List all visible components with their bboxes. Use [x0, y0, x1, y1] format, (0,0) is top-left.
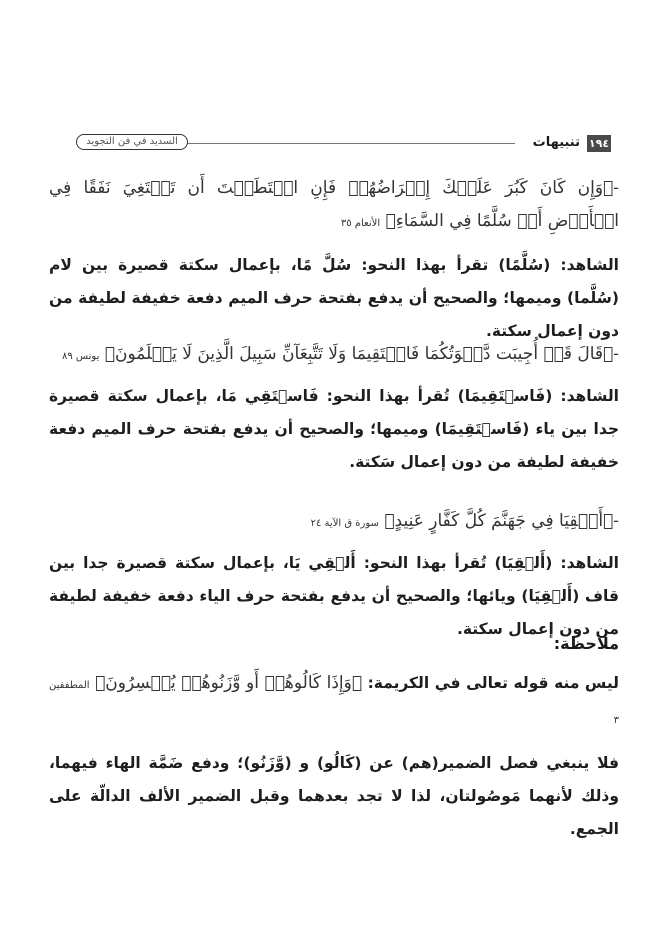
ayah-quote [49, 172, 619, 240]
remark-intro-text: ليس منه قوله تعالى في الكريمة: [367, 674, 619, 692]
ayah-reference: الأنعام ٣٥ [340, 218, 381, 229]
remark-body: فلا ينبغي فصل الضمير(هم) عن (كَالُو) و (وَّزَنُو)؛ ودفع ضَمَّة الهاء فيهما، وذلك لأنهما مَوصُولتان، لذا لا تجد بعدهما وقبل الضمير الألف الدالّة على الجمع. [49, 754, 619, 838]
example-3 [49, 505, 619, 646]
page-number: ١٩٤ [588, 137, 610, 150]
ayah-reference: يونس ٨٩ [61, 351, 100, 362]
remark-intro [49, 667, 619, 737]
ayah-text: -﴿قَالَ قَدۡ أُجِيبَت دَّعۡوَتُكُمَا فَاسۡتَقِيمَا وَلَا تَتَّبِعَآنِّ سَبِيلَ الَّذِينَ لَا يَعۡلَمُونَ﴾ [104, 344, 619, 364]
ayah-reference: سورة ق الآية ٢٤ [310, 518, 379, 529]
ayah-text: -﴿أَلۡقِيَا فِي جَهَنَّمَ كُلَّ كَفَّارٍ عَنِيدٍ﴾ [384, 511, 619, 531]
remark-section [49, 634, 619, 846]
example-note: الشاهد: (أَلۡقِيَا) تُقرأ بهذا النحو: أَلۡقِي يَا، بإعمال سكتة قصيرة جدا بين قاف (أَلۡقِيَا) ويائها؛ والصحيح أن يدفع بفتحة حرف الياء دفعة خفيفة لطيفة من دون إعمال سكتة. [49, 554, 619, 638]
ayah-quote [49, 338, 619, 373]
example-1 [49, 172, 619, 348]
book-title: السديد في فن التجويد [76, 134, 188, 150]
example-2 [49, 338, 619, 479]
example-note: الشاهد: (سُلَّمًا) تقرأ بهذا النحو: سُلَّ مًا، بإعمال سكتة قصيرة بين لام (سُلَّما) وميمها؛ والصحيح أن يدفع بفتحة حرف الميم دفعة خفيفة لطيفة من دون إعمال سكتة. [49, 256, 619, 340]
header-rule [188, 143, 515, 144]
remark-heading: ملاحظة: [553, 634, 619, 653]
example-note: الشاهد: (فَاسۡتَقِيمَا) تُقرأ بهذا النحو: فَاسۡتَقِي مَا، بإعمال سكتة قصيرة جدا بين ياء (فَاسۡتَقِيمَا) وميمها؛ والصحيح أن يدفع بفتحة حرف الميم دفعة خفيفة لطيفة من دون إعمال سَكتة. [49, 387, 619, 471]
remark-ayah: ﴿وَإِذَا كَالُوهُمۡ أَو وَّزَنُوهُمۡ يُخۡسِرُونَ﴾ [95, 673, 363, 693]
ayah-quote [49, 505, 619, 540]
running-header [76, 132, 611, 158]
ayah-text: -﴿وَإِن كَانَ كَبُرَ عَلَيۡكَ إِعۡرَاضُهُمۡ فَإِنِ اسۡتَطَعۡتَ أَن تَبۡتَغِيَ نَفَقًا فِي الۡأَرۡضِ أَوۡ سُلَّمًا فِي السَّمَاءِ﴾ [49, 178, 619, 231]
chapter-title: تنبيهات [532, 135, 580, 150]
remark-ayah-reference: المطففين ٣ [49, 680, 619, 726]
